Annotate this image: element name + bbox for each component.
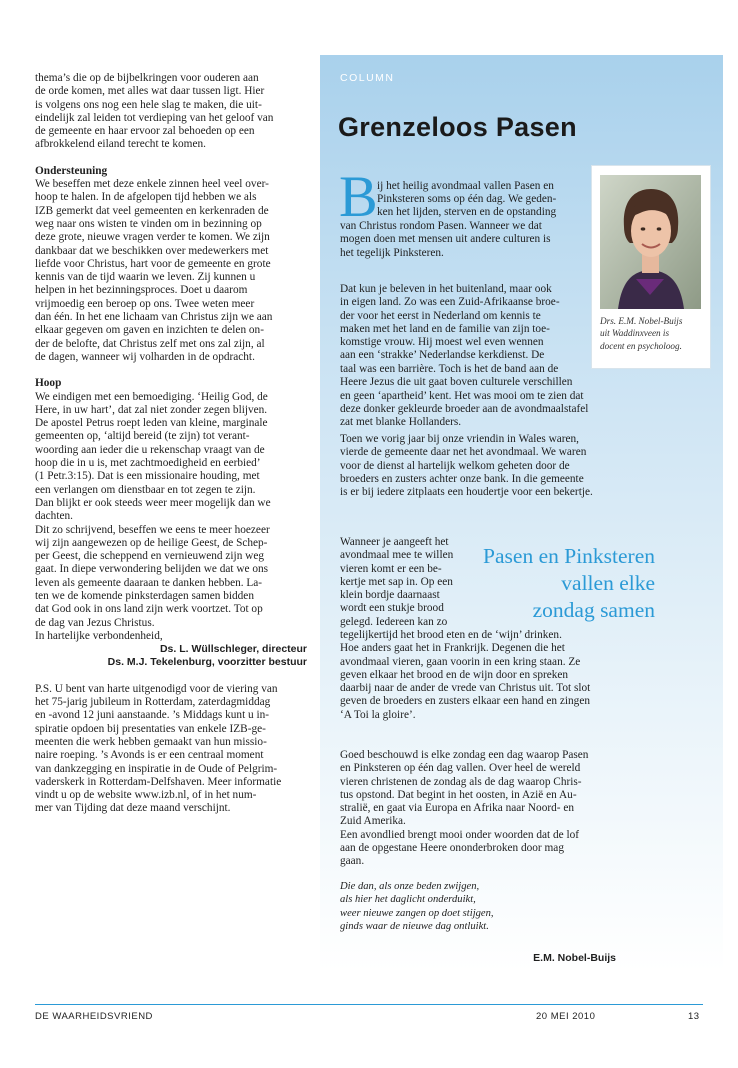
text-line: van dankzegging en inspiratie in de Oude of Pelgrim- [35,762,278,775]
text-line: hoop te halen. In de afgelopen tijd hebben we als [35,191,257,204]
text-line: liefde voor Christus, hart voor de gemeente en grote [35,257,271,270]
text-line: vierde de gemeente daar net het avondmaal. We waren [340,446,587,459]
text-line: uit Waddinxveen is [600,328,670,339]
text-line: zat met blanke Hollanders. [340,416,462,429]
text-line: Die dan, als onze beden zwijgen, [340,881,480,892]
text-line: de dagen, wanneer wij volharden in de opdracht. [35,350,255,363]
text-line: en geen ‘apartheid’ kent. Het was mooi om te zien dat [340,389,584,402]
pull-quote [455,543,655,624]
text-line: ten we de komende pinksterdagen samen bidden [35,589,254,602]
text-line: Hoe anders gaat het in Frankrijk. Degenen die het [340,642,565,655]
text-line: daarbij naar de ander de vrede van Christus uit. Tot slot [340,682,591,695]
hope-heading: Hoop [35,377,62,390]
paragraph-2-wide [340,363,630,429]
text-line: spiratie opdoen bij presentaties van enkele IZB-ge- [35,722,266,735]
left-column [35,72,307,816]
text-line: Pinksteren soms op één dag. We geden- [377,193,557,205]
text-line: van Christus rondom Pasen. Wanneer we dat [340,220,542,232]
footer-publication: DE WAARHEIDSVRIEND [35,1011,153,1022]
text-line: der voor het eerst in Nederland om kennis te [340,309,541,322]
column-label: COLUMN [340,72,395,84]
paragraph-4 [340,749,640,869]
text-line: tus opstond. Dat begint in het oosten, in Azië en Au- [340,788,577,801]
text-line: deze donker gekleurde broeder aan de avondmaalstafel [340,402,589,415]
text-line: de dag van Jezus Christus. [35,616,155,629]
text-line: De apostel Petrus roept leden van kleine, marginale [35,417,268,430]
paragraph-1-indented [377,193,592,220]
paragraph-3-wide [340,433,640,499]
text-line: de gemeente en haar ervoor zal behoeden op een [35,125,255,138]
text-line: deze grote, nieuwe vragen verder te komen. We zijn [35,231,270,244]
text-line: weg naar ons wisten te vinden om in bezinning op [35,217,262,230]
paragraph-2-narrow [340,283,590,363]
text-line: klein bordje daarnaast [340,589,440,602]
text-line: het 75-jarig jubileum in Rotterdam, zaterdagmiddag [35,696,271,709]
postscript-paragraph [35,683,307,816]
text-line: wordt een stukje brood [340,602,444,615]
text-line: ‘A Toi la gloire’. [340,708,416,721]
text-line: vallen elke [561,571,655,595]
text-line: Drs. E.M. Nobel-Buijs [600,316,683,326]
text-line: (1 Petr.3:15). Dat is een missionaire houding, met [35,470,260,483]
text-line: hoop die in u is, met zachtmoedigheid en eerbied’ [35,457,261,470]
poem [340,880,600,933]
author-photo-frame [592,166,710,368]
text-line: als hier het daglicht onderduikt, [340,894,476,906]
text-line: gelegd. Iedereen kan zo [340,615,448,628]
text-line: komstige vrouw. Hij moest wel even wennen [340,336,544,349]
text-line: dachten. [35,510,73,523]
text-line: in eigen land. Zo was een Zuid-Afrikaanse broe- [340,296,560,309]
text-line: P.S. U bent van harte uitgenodigd voor de viering van [35,682,278,695]
paragraph-1-first-line: ij het heilig avondmaal vallen Pasen en [377,180,554,192]
drop-cap: B [339,164,378,229]
paragraph-3-rest [340,629,640,722]
text-line: Wanneer je aangeeft het [340,536,449,548]
support-heading: Ondersteuning [35,164,108,177]
text-line: is er bij iedere zitplaats een houdertje voor een bekertje. [340,486,593,499]
text-line: geven de broeders en zusters elkaar een hand en zingen [340,695,590,708]
text-line: afbrokkelend eiland terecht te komen. [35,138,206,151]
text-line: taal was een barrière. Toch is het de band aan de [340,363,559,375]
text-line: Here, in uw hart’, dat zal niet zonder zegen blijven. [35,403,268,416]
signature-director: Ds. L. Wüllschleger, directeur [159,643,307,656]
text-line: naire roeping. ’s Avonds is er een centraal moment [35,749,264,762]
text-line: We eindigen met een bemoediging. ‘Heilig God, de [35,390,268,403]
text-line: en -avond 12 juni aanstaande. ’s Middags kunt u in- [35,709,270,722]
text-line: vieren komt er een be- [340,562,442,575]
text-line: der de belofte, dat Christus zelf met ons zal zijn, al [35,337,265,350]
text-line: en Pinksteren op één dag vallen. Over heel de wereld [340,762,581,775]
text-line: het tegelijk Pinksteren. [340,246,444,259]
text-line: Zuid Amerika. [340,815,406,828]
text-line: gemeenten op, ‘altijd bereid (te zijn) tot verant- [35,430,250,443]
text-line: Dan blijkt er ook steeds weer meer mogelijk dan we [35,496,271,509]
text-line: wij zijn aangewezen op de heilige Geest, de Schep- [35,536,268,549]
text-line: avondmaal mee te willen [340,549,454,562]
text-line: ken het lijden, sterven en de opstanding [377,206,557,219]
text-line: woording aan ieder die u rekenschap vraagt van de [35,443,265,456]
footer-divider [35,1004,703,1005]
author-photo [600,175,701,309]
text-line: eindelijk zal leiden tot verdieping van het geloof van [35,111,274,124]
text-line: tegelijkertijd het brood eten en de ‘wijn’ drinken. [340,629,562,641]
text-line: dan één. In het ene lichaam van Christus zijn we aan [35,311,273,324]
text-line: zondag samen [532,598,655,622]
text-line: Heere Jezus die uit gaat boven culturele verschillen [340,376,573,389]
text-line: mogen doen met mensen uit andere culturen is [340,233,551,246]
text-line: dat God ook in ons land zijn werk voortzet. Tot op [35,603,263,616]
text-line: per Geest, die scheppend en vernieuwend zijn weg [35,550,264,563]
text-line: We beseffen met deze enkele zinnen heel veel over- [35,178,269,191]
signature-chairman: Ds. M.J. Tekelenburg, voorzitter bestuur [107,656,307,669]
text-line: de orde komen, met alles wat daar tussen ligt. Hier [35,85,265,98]
text-line: een verlangen om dienstbaar en tot zegen te zijn. [35,483,256,496]
text-line: Dat kun je beleven in het buitenland, maar ook [340,283,552,295]
hope-paragraph [35,391,307,644]
text-line: meenten die werk hebben gemaakt van hun missio- [35,735,267,748]
photo-caption [600,315,706,352]
intro-paragraph [35,72,307,152]
text-line: gaat. In diepe verwondering belijden we dat we ons [35,563,269,576]
text-line: vieren christenen de zondag als de dag waarop Chris- [340,775,582,788]
text-line: leven als gemeente daaraan te danken hebben. La- [35,576,263,589]
text-line: Goed beschouwd is elke zondag een dag waarop Pasen [340,749,589,761]
text-line: aan een ‘strakke’ Nederlandse kerkdienst. De [340,349,545,362]
paragraph-1-rest [340,220,590,260]
text-line: weer nieuwe zangen op doet stijgen, [340,907,494,919]
text-line: mer van Tijding dat deze maand verschijnt. [35,802,231,815]
text-line: kertje met sap in. Op een [340,575,453,588]
text-line: voor de dienst al hartelijk welkom geheten door de [340,459,570,472]
text-line: Pasen en Pinksteren [483,544,655,568]
text-line: vindt u op de website www.izb.nl, of in het num- [35,789,257,802]
footer-date: 20 MEI 2010 [536,1011,596,1022]
footer-page-number: 13 [688,1011,700,1022]
text-line: kennis van de tijd waarin we leven. Zij kunnen u [35,271,256,284]
text-line: IZB gemerkt dat veel gemeenten en kerkenraden de [35,204,269,217]
text-line: docent en psycholoog. [600,340,682,351]
text-line: geven elkaar het brood en de wijn door en spreken [340,668,569,681]
text-line: Dit zo schrijvend, beseffen we eens te meer hoezeer [35,523,270,536]
text-line: is volgens ons nog een hele slag te maken, die uit- [35,98,262,111]
text-line: aan de opgestane Heere ononderbroken door mag [340,842,564,855]
text-line: Toen we vorig jaar bij onze vriendin in Wales waren, [340,433,580,445]
column-author: E.M. Nobel-Buijs [533,952,616,964]
text-line: In hartelijke verbondenheid, [35,629,163,642]
paragraph-3-narrow [340,536,470,629]
text-line: gaan. [340,855,365,868]
text-line: broeders en zusters achter onze bank. In die gemeente [340,472,584,485]
text-line: vaderskerk in Rotterdam-Delfshaven. Meer informatie [35,775,282,788]
text-line: vrijmoedig een beroep op ons. Twee weten meer [35,297,255,310]
text-line: avondmaal vieren, gaan voorin in een kring staan. Ze [340,655,581,668]
text-line: thema’s die op de bijbelkringen voor ouderen aan [35,72,259,84]
text-line: stralië, en gaat via Europa en Afrika naar Noord- en [340,802,574,815]
text-line: helpen in het bezinningsproces. Doet u daarom [35,284,248,297]
text-line: maken met het land en de familie van zijn toe- [340,322,550,335]
column-title: Grenzeloos Pasen [338,112,577,142]
text-line: elkaar gegeven om gaven en inzichten te delen on- [35,324,264,337]
text-line: Een avondlied brengt mooi onder woorden dat de lof [340,828,580,841]
text-line: dankbaar dat we beschikken over medewerkers met [35,244,269,257]
support-paragraph [35,178,307,364]
text-line: ginds waar de nieuwe dag ontluikt. [340,920,489,932]
